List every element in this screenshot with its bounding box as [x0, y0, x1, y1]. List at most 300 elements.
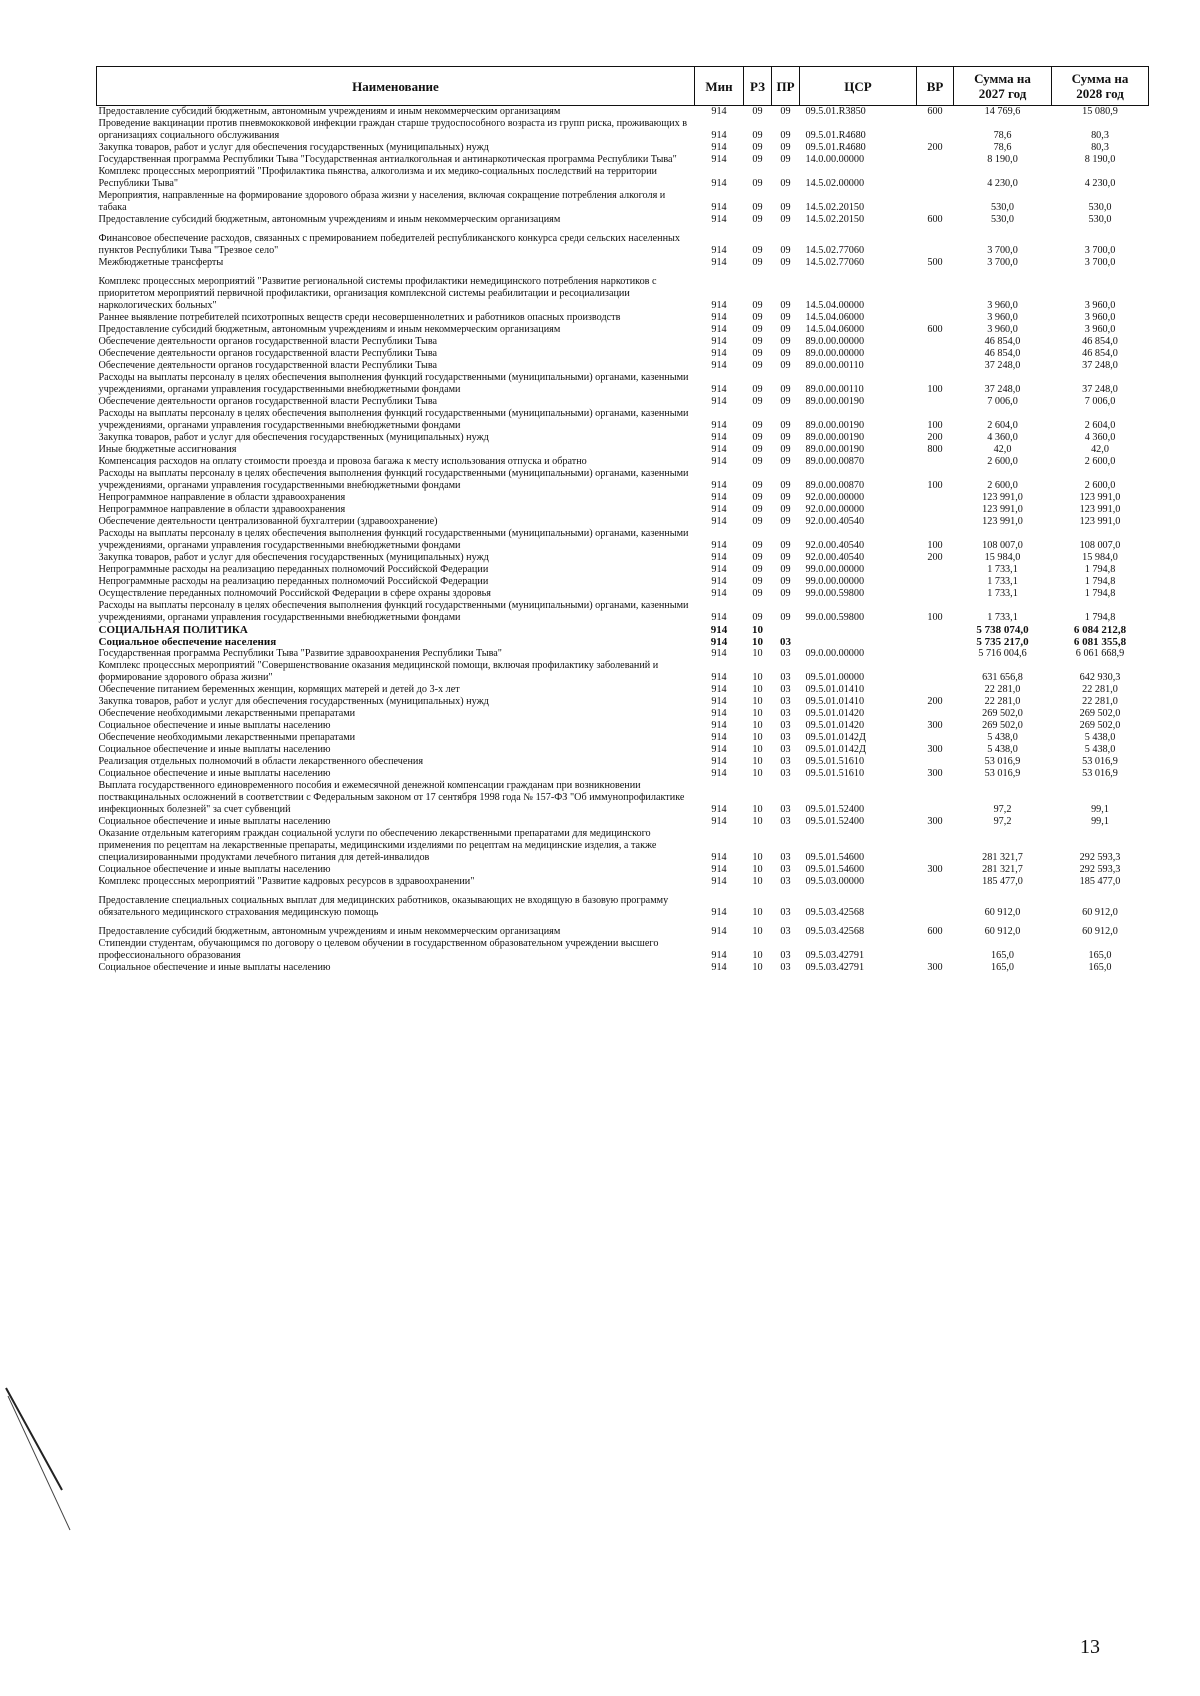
table-row: [97, 444, 1149, 456]
cell-pr: 03: [780, 648, 791, 659]
cell-min: 914: [711, 696, 727, 707]
cell-rz: 09: [752, 257, 763, 268]
cell-rz: 10: [752, 684, 763, 695]
cell-name: Социальное обеспечение и иные выплаты населению: [98, 962, 331, 973]
cell-name: Обеспечение деятельности органов государственной власти Республики Тыва: [98, 348, 438, 359]
header-min: Мин: [695, 67, 744, 106]
cell-min: 914: [711, 444, 727, 455]
cell-pr: 09: [780, 564, 791, 575]
cell-pr: 09: [780, 432, 791, 443]
table-row: [97, 756, 1149, 768]
cell-pr: 09: [780, 588, 791, 599]
cell-vr: 300: [927, 864, 943, 875]
cell-sum-2028: 269 502,0: [1079, 708, 1121, 719]
table-row: [97, 919, 1149, 938]
cell-rz: 09: [752, 348, 763, 359]
cell-name: Непрограммные расходы на реализацию переданных полномочий Российской Федерации: [98, 564, 489, 575]
cell-rz: 09: [752, 384, 763, 395]
cell-name: Стипендии студентам, обучающимся по договору о целевом обучении в государственном образовательном учреждении высшего профессионального образования: [98, 938, 659, 961]
cell-sum-2028: 123 991,0: [1079, 492, 1121, 503]
cell-name: Социальное обеспечение населения: [98, 636, 277, 648]
cell-vr: 600: [927, 926, 943, 937]
cell-vr: 300: [927, 768, 943, 779]
cell-sum-2028: 3 960,0: [1084, 324, 1116, 335]
cell-name: Расходы на выплаты персоналу в целях обеспечения выполнения функций государственными (муниципальными) органами, казенными учреждениями, органами управления государственными внебюджетными фондами: [98, 528, 689, 551]
cell-min: 914: [711, 516, 727, 527]
cell-sum-2027: 3 960,0: [987, 324, 1018, 335]
cell-vr: [917, 118, 954, 142]
cell-vr: [917, 888, 954, 919]
cell-sum-2028: 6 084 212,8: [1073, 624, 1127, 636]
cell-rz: 09: [752, 396, 763, 407]
cell-sum-2027: 46 854,0: [984, 348, 1021, 359]
cell-name: Закупка товаров, работ и услуг для обеспечения государственных (муниципальных) нужд: [98, 142, 489, 153]
cell-min: 914: [711, 312, 727, 323]
cell-pr: 03: [780, 950, 791, 961]
cell-sum-2028: 185 477,0: [1079, 876, 1121, 887]
cell-name: Закупка товаров, работ и услуг для обеспечения государственных (муниципальных) нужд: [98, 432, 489, 443]
cell-name: Проведение вакцинации против пневмококковой инфекции граждан старше трудоспособного возраста из групп риска, проживающих в организациях социального обслуживания: [98, 118, 688, 141]
cell-min: 914: [711, 202, 727, 213]
cell-vr: 300: [927, 744, 943, 755]
cell-sum-2028: 165,0: [1088, 950, 1112, 961]
cell-vr: [917, 154, 954, 166]
cell-sum-2028: 1 794,8: [1084, 612, 1116, 623]
cell-vr: [917, 226, 954, 257]
cell-pr: 09: [780, 245, 791, 256]
table-row: [97, 348, 1149, 360]
cell-name: Предоставление субсидий бюджетным, автономным учреждениям и иным некоммерческим организациям: [98, 926, 561, 937]
cell-sum-2028: 15 984,0: [1082, 552, 1118, 563]
cell-min: 914: [711, 744, 727, 755]
table-row: [97, 106, 1149, 119]
cell-csr: 92.0.00.40540: [805, 540, 865, 551]
cell-csr: 99.0.00.59800: [805, 588, 865, 599]
cell-min: 914: [711, 106, 727, 117]
cell-vr: [917, 624, 954, 636]
cell-sum-2027: 78,6: [993, 142, 1012, 153]
cell-pr: 09: [780, 202, 791, 213]
cell-sum-2028: 530,0: [1088, 214, 1112, 225]
cell-name: Обеспечение необходимыми лекарственными препаратами: [98, 708, 356, 719]
cell-sum-2027: 97,2: [993, 816, 1012, 827]
cell-name: Финансовое обеспечение расходов, связанных с премированием победителей республиканского конкурса среди сельских населенных пунктов Республики Тыва "Трезвое село": [98, 233, 680, 256]
cell-min: 914: [711, 396, 727, 407]
cell-name: Комплекс процессных мероприятий "Совершенствование оказания медицинской помощи, включая профилактику заболеваний и формирование здорового образа жизни": [98, 660, 659, 683]
cell-vr: [917, 166, 954, 190]
cell-min: 914: [711, 576, 727, 587]
cell-pr: 03: [780, 708, 791, 719]
cell-rz: 09: [752, 324, 763, 335]
cell-vr: 100: [927, 480, 943, 491]
cell-vr: [917, 312, 954, 324]
cell-vr: [917, 492, 954, 504]
cell-sum-2027: 53 016,9: [984, 756, 1021, 767]
header-vr: ВР: [917, 67, 954, 106]
table-row: [97, 938, 1149, 962]
cell-pr: 03: [780, 926, 791, 937]
cell-sum-2028: 1 794,8: [1084, 588, 1116, 599]
cell-name: Закупка товаров, работ и услуг для обеспечения государственных (муниципальных) нужд: [98, 552, 489, 563]
cell-pr: 09: [780, 516, 791, 527]
cell-sum-2027: 2 600,0: [987, 480, 1018, 491]
cell-name: Комплекс процессных мероприятий "Развитие кадровых ресурсов в здравоохранении": [98, 876, 475, 887]
cell-min: 914: [711, 588, 727, 599]
table-row: [97, 588, 1149, 600]
cell-pr: 03: [780, 804, 791, 815]
cell-pr: [772, 624, 800, 636]
cell-sum-2028: 3 960,0: [1084, 312, 1116, 323]
cell-name: Обеспечение деятельности органов государственной власти Республики Тыва: [98, 360, 438, 371]
cell-csr: 89.0.00.00190: [805, 432, 865, 443]
cell-rz: 10: [752, 696, 763, 707]
cell-csr: 99.0.00.00000: [805, 564, 865, 575]
cell-min: 914: [711, 732, 727, 743]
cell-name: Расходы на выплаты персоналу в целях обеспечения выполнения функций государственными (муниципальными) органами, казенными учреждениями, органами управления государственными внебюджетными фондами: [98, 600, 689, 623]
header-pr: ПР: [772, 67, 800, 106]
cell-min: 914: [711, 864, 727, 875]
table-row: [97, 864, 1149, 876]
cell-pr: 09: [780, 576, 791, 587]
cell-sum-2027: 15 984,0: [984, 552, 1021, 563]
cell-csr: 89.0.00.00110: [805, 360, 864, 371]
cell-sum-2028: 123 991,0: [1079, 504, 1121, 515]
cell-rz: 09: [752, 444, 763, 455]
cell-sum-2027: 123 991,0: [982, 516, 1023, 527]
cell-min: 914: [711, 962, 727, 973]
cell-name: Расходы на выплаты персоналу в целях обеспечения выполнения функций государственными (муниципальными) органами, казенными учреждениями, органами управления государственными внебюджетными фондами: [98, 468, 689, 491]
cell-csr: 89.0.00.00000: [805, 348, 865, 359]
cell-sum-2027: 5 735 217,0: [976, 636, 1029, 648]
cell-vr: 200: [927, 142, 943, 153]
cell-csr: 89.0.00.00110: [805, 384, 864, 395]
cell-min: 914: [711, 720, 727, 731]
cell-csr: 09.5.01.54600: [805, 852, 865, 863]
cell-csr: 89.0.00.00190: [805, 420, 865, 431]
cell-rz: 09: [752, 336, 763, 347]
cell-min: 914: [711, 300, 727, 311]
cell-rz: 10: [752, 708, 763, 719]
cell-min: 914: [711, 612, 727, 623]
cell-sum-2027: 5 438,0: [987, 744, 1018, 755]
cell-name: Социальное обеспечение и иные выплаты населению: [98, 816, 331, 827]
cell-rz: 10: [752, 732, 763, 743]
cell-csr: 14.5.02.00000: [805, 178, 865, 189]
cell-pr: 03: [780, 636, 791, 648]
cell-sum-2028: 4 230,0: [1084, 178, 1116, 189]
cell-sum-2027: 2 600,0: [987, 456, 1018, 467]
cell-pr: 03: [780, 732, 791, 743]
table-row: [97, 142, 1149, 154]
cell-csr: 09.5.01.R4680: [805, 130, 866, 141]
cell-min: 914: [711, 360, 727, 371]
table-header: [97, 67, 1149, 106]
cell-pr: 03: [780, 907, 791, 918]
cell-rz: 09: [752, 360, 763, 371]
cell-min: 914: [711, 950, 727, 961]
cell-rz: 10: [752, 876, 763, 887]
cell-name: Обеспечение деятельности органов государственной власти Республики Тыва: [98, 396, 438, 407]
cell-sum-2028: 269 502,0: [1079, 720, 1121, 731]
cell-sum-2027: 165,0: [991, 962, 1014, 973]
cell-sum-2027: 78,6: [993, 130, 1012, 141]
table-row: [97, 226, 1149, 257]
cell-vr: [917, 348, 954, 360]
cell-min: 914: [711, 756, 727, 767]
table-row: [97, 528, 1149, 552]
cell-min: 914: [711, 876, 727, 887]
table-row: [97, 684, 1149, 696]
cell-vr: [917, 828, 954, 864]
cell-vr: 300: [927, 962, 943, 973]
cell-sum-2028: 60 912,0: [1082, 907, 1118, 918]
cell-sum-2028: 642 930,3: [1079, 672, 1121, 683]
table-row: [97, 648, 1149, 660]
cell-rz: 10: [752, 950, 763, 961]
cell-pr: 03: [780, 816, 791, 827]
cell-name: Социальное обеспечение и иные выплаты населению: [98, 744, 331, 755]
cell-sum-2028: 15 080,9: [1082, 106, 1118, 117]
cell-sum-2027: 530,0: [991, 214, 1014, 225]
cell-min: 914: [711, 648, 727, 659]
cell-csr: 14.0.00.00000: [805, 154, 865, 165]
cell-pr: 03: [780, 756, 791, 767]
cell-csr: 14.5.02.77060: [805, 257, 865, 268]
table-row: [97, 828, 1149, 864]
cell-vr: [917, 684, 954, 696]
cell-min: 914: [711, 926, 727, 937]
cell-sum-2027: 4 360,0: [987, 432, 1018, 443]
cell-sum-2027: 2 604,0: [987, 420, 1018, 431]
cell-csr: 09.5.01.01410: [805, 684, 865, 695]
cell-name: Обеспечение деятельности органов государственной власти Республики Тыва: [98, 336, 438, 347]
cell-pr: 03: [780, 744, 791, 755]
cell-name: Оказание отдельным категориям граждан социальной услуги по обеспечению лекарственными препаратами для медицинского применения по рецептам на лекарственные препараты, медицинскими изделиями по рецептам на медицинские изделия, а также специализированными продуктами лечебного питания для детей-инвалидов: [98, 828, 657, 863]
cell-pr: 09: [780, 492, 791, 503]
cell-sum-2027: 1 733,1: [987, 564, 1018, 575]
table-row: [97, 214, 1149, 226]
table-row: [97, 624, 1149, 636]
cell-name: Социальное обеспечение и иные выплаты населению: [98, 768, 331, 779]
cell-sum-2028: 3 700,0: [1084, 245, 1116, 256]
cell-csr: 89.0.00.00870: [805, 480, 865, 491]
cell-min: 914: [711, 324, 727, 335]
cell-csr: 92.0.00.40540: [805, 516, 865, 527]
cell-pr: 03: [780, 684, 791, 695]
cell-pr: 03: [780, 720, 791, 731]
cell-name: Расходы на выплаты персоналу в целях обеспечения выполнения функций государственными (муниципальными) органами, казенными учреждениями, органами управления государственными внебюджетными фондами: [98, 408, 689, 431]
table-row: [97, 360, 1149, 372]
cell-vr: 300: [927, 816, 943, 827]
cell-sum-2028: 292 593,3: [1079, 864, 1121, 875]
header-name: Наименование: [97, 67, 695, 106]
table-row: [97, 720, 1149, 732]
cell-sum-2027: 3 700,0: [987, 257, 1018, 268]
cell-csr: 09.5.01.54600: [805, 864, 865, 875]
cell-sum-2027: 1 733,1: [987, 588, 1018, 599]
cell-pr: 09: [780, 420, 791, 431]
cell-sum-2027: 5 438,0: [987, 732, 1018, 743]
cell-sum-2027: 60 912,0: [984, 926, 1021, 937]
cell-sum-2028: 3 700,0: [1084, 257, 1116, 268]
cell-sum-2027: 5 716 004,6: [978, 648, 1027, 659]
cell-sum-2027: 185 477,0: [982, 876, 1023, 887]
cell-min: 914: [711, 456, 727, 467]
cell-rz: 09: [752, 540, 763, 551]
cell-vr: 100: [927, 420, 943, 431]
cell-rz: 09: [752, 300, 763, 311]
table-row: [97, 190, 1149, 214]
cell-sum-2028: 2 600,0: [1084, 456, 1116, 467]
cell-csr: 92.0.00.00000: [805, 492, 865, 503]
cell-csr: 09.5.03.42791: [805, 962, 865, 973]
cell-rz: 10: [752, 744, 763, 755]
cell-rz: 10: [752, 672, 763, 683]
cell-rz: 09: [752, 456, 763, 467]
table-row: [97, 118, 1149, 142]
cell-sum-2027: 123 991,0: [982, 504, 1023, 515]
cell-vr: [917, 660, 954, 684]
cell-min: 914: [711, 768, 727, 779]
cell-rz: 10: [752, 907, 763, 918]
cell-name: Непрограммные расходы на реализацию переданных полномочий Российской Федерации: [98, 576, 489, 587]
table-row: [97, 888, 1149, 919]
cell-sum-2027: 4 230,0: [987, 178, 1018, 189]
cell-vr: [917, 564, 954, 576]
table-row: [97, 600, 1149, 624]
cell-sum-2027: 3 700,0: [987, 245, 1018, 256]
cell-name: Социальное обеспечение и иные выплаты населению: [98, 720, 331, 731]
cell-csr: 14.5.04.06000: [805, 312, 865, 323]
cell-sum-2027: 7 006,0: [987, 396, 1018, 407]
cell-csr: [800, 636, 917, 648]
cell-vr: [917, 876, 954, 888]
table-row: [97, 816, 1149, 828]
cell-name: Социальное обеспечение и иные выплаты населению: [98, 864, 331, 875]
cell-csr: 09.5.01.01420: [805, 720, 865, 731]
table-row: [97, 504, 1149, 516]
table-row: [97, 962, 1149, 974]
cell-sum-2027: 42,0: [993, 444, 1012, 455]
cell-name: Государственная программа Республики Тыва "Государственная антиалкогольная и антинаркотическая программа Республики Тыва": [98, 154, 677, 165]
cell-rz: 09: [752, 130, 763, 141]
cell-vr: 600: [927, 214, 943, 225]
cell-sum-2028: 53 016,9: [1082, 756, 1118, 767]
cell-sum-2028: 53 016,9: [1082, 768, 1118, 779]
cell-sum-2027: 37 248,0: [984, 360, 1021, 371]
cell-name: Комплекс процессных мероприятий "Профилактика пьянства, алкоголизма и их медико-социальных последствий на территории Республики Тыва": [98, 166, 657, 189]
cell-rz: 09: [752, 178, 763, 189]
cell-sum-2028: 99,1: [1091, 804, 1109, 815]
cell-csr: 09.5.01.R4680: [805, 142, 866, 153]
cell-csr: 89.0.00.00190: [805, 396, 865, 407]
cell-sum-2028: 5 438,0: [1084, 732, 1116, 743]
cell-csr: 09.5.01.51610: [805, 756, 865, 767]
cell-sum-2027: 37 248,0: [984, 384, 1021, 395]
cell-sum-2028: 2 600,0: [1084, 480, 1116, 491]
cell-sum-2027: 1 733,1: [987, 576, 1018, 587]
cell-pr: 09: [780, 384, 791, 395]
cell-sum-2027: 5 738 074,0: [976, 624, 1029, 636]
cell-sum-2028: 42,0: [1091, 444, 1109, 455]
cell-name: Расходы на выплаты персоналу в целях обеспечения выполнения функций государственными (муниципальными) органами, казенными учреждениями, органами управления государственными внебюджетными фондами: [98, 372, 689, 395]
table-row: [97, 768, 1149, 780]
cell-name: Выплата государственного единовременного пособия и ежемесячной денежной компенсации гражданам при возникновении поствакцинальных осложнений в соответствии с Федеральным законом от 17 сентября 1998 года № 157-ФЗ "Об иммунопрофилактике инфекционных болезней" за счет субвенций: [98, 780, 685, 815]
cell-min: 914: [711, 907, 727, 918]
cell-name: Комплекс процессных мероприятий "Развитие региональной системы профилактики немедицинского потребления наркотиков с приоритетом мероприятий первичной профилактики, организация комплексной системы реабилитации и ресоциализации наркологических больных": [98, 276, 657, 311]
cell-vr: [917, 456, 954, 468]
cell-sum-2027: 1 733,1: [987, 612, 1018, 623]
cell-vr: [917, 516, 954, 528]
table-body: [97, 106, 1149, 975]
cell-sum-2028: 530,0: [1088, 202, 1112, 213]
table-row: [97, 492, 1149, 504]
table-row: [97, 312, 1149, 324]
cell-vr: 300: [927, 720, 943, 731]
cell-rz: 09: [752, 106, 763, 117]
cell-rz: 10: [752, 636, 763, 648]
table-row: [97, 576, 1149, 588]
cell-vr: [917, 780, 954, 816]
cell-rz: 10: [752, 720, 763, 731]
cell-pr: 09: [780, 348, 791, 359]
cell-min: 914: [711, 142, 727, 153]
cell-vr: [917, 576, 954, 588]
cell-min: 914: [711, 336, 727, 347]
cell-min: 914: [711, 552, 727, 563]
cell-min: 914: [711, 480, 727, 491]
budget-table-sheet: [96, 66, 1148, 974]
cell-vr: 200: [927, 696, 943, 707]
cell-min: 914: [711, 154, 727, 165]
cell-rz: 09: [752, 420, 763, 431]
table-row: [97, 660, 1149, 684]
cell-pr: 09: [780, 154, 791, 165]
cell-rz: 10: [752, 864, 763, 875]
cell-sum-2027: 46 854,0: [984, 336, 1021, 347]
header-rz: РЗ: [744, 67, 772, 106]
table-row: [97, 468, 1149, 492]
cell-vr: [917, 269, 954, 312]
cell-sum-2028: 80,3: [1091, 142, 1109, 153]
cell-rz: 09: [752, 312, 763, 323]
cell-sum-2028: 46 854,0: [1082, 336, 1118, 347]
cell-min: 914: [710, 636, 728, 648]
cell-pr: 09: [780, 444, 791, 455]
cell-rz: 09: [752, 245, 763, 256]
cell-min: 914: [711, 214, 727, 225]
cell-rz: 10: [752, 816, 763, 827]
cell-csr: 09.0.00.00000: [805, 648, 865, 659]
cell-sum-2028: 123 991,0: [1079, 516, 1121, 527]
cell-pr: 03: [780, 852, 791, 863]
cell-sum-2027: 165,0: [991, 950, 1014, 961]
cell-pr: 09: [780, 257, 791, 268]
cell-vr: 200: [927, 432, 943, 443]
header-sum-2027-line1: Сумма на: [974, 71, 1031, 86]
cell-csr: 14.5.02.77060: [805, 245, 865, 256]
cell-sum-2028: 6 081 355,8: [1073, 636, 1127, 648]
cell-sum-2027: 631 656,8: [982, 672, 1023, 683]
cell-name: Раннее выявление потребителей психотропных веществ среди несовершеннолетних и работников опасных производств: [98, 312, 621, 323]
cell-min: 914: [711, 432, 727, 443]
cell-rz: 10: [752, 962, 763, 973]
cell-sum-2028: 3 960,0: [1084, 300, 1116, 311]
cell-name: Компенсация расходов на оплату стоимости проезда и провоза багажа к месту использования отпуска и обратно: [98, 456, 587, 467]
cell-csr: 99.0.00.00000: [805, 576, 865, 587]
cell-csr: 14.5.04.00000: [805, 300, 865, 311]
cell-min: 914: [711, 348, 727, 359]
